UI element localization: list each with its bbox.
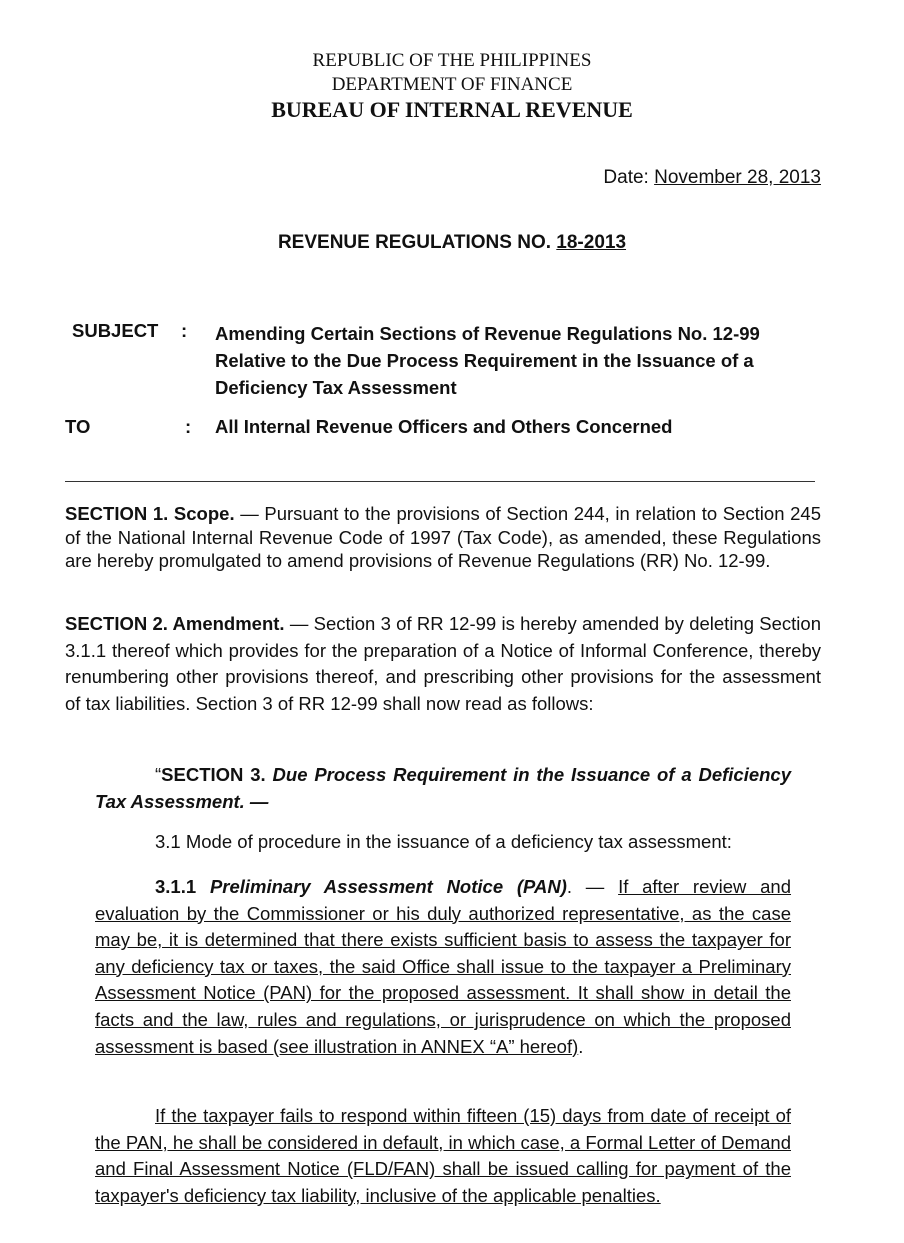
date-label: Date: [603,167,649,188]
header-department: DEPARTMENT OF FINANCE [331,74,573,95]
section1-heading: SECTION 1. Scope. [65,503,235,524]
regulation-number: 18-2013 [556,232,627,253]
pan-paragraph [95,874,791,1060]
divider-line [65,481,815,482]
subject-text: Amending Certain Sections of Revenue Regulations No. 12-99 Relative to the Due Process Requirement in the Issuance of a Deficiency Tax Assessment [215,323,760,398]
section3-heading-paragraph [95,761,791,815]
date-line [603,167,821,189]
pan-number: 3.1.1 [155,876,197,897]
section3-title: Due Process Requirement in the Issuance of a Deficiency Tax Assessment. — [95,764,792,812]
regulation-title [0,232,904,254]
to-label: TO [65,416,91,437]
pan-body: If after review and evaluation by the Commissioner or his duly authorized representative, as the case may be, it is determined that there exists sufficient basis to assess the taxpayer for any deficiency tax or taxes, the said Office shall issue to the taxpayer a Preliminary Assessment Notice (PAN) for the proposed assessment. It shall show in detail the facts and the law, rules and regulations, or jurisprudence on which the proposed assessment is based (see illustration in ANNEX “A” hereof) [95,876,792,1057]
pan-end: . [578,1035,584,1057]
section2-body: — Section 3 of RR 12-99 is hereby amended by deleting Section 3.1.1 thereof which provides for the preparation of a Notice of Informal Conference, thereby renumbering other provisions thereof, and prescribing other provisions for the assessment of tax liabilities. Section 3 of RR 12-99 shall now read as follows: [65,613,821,714]
section1-body: — Pursuant to the provisions of Section 244, in relation to Section 245 of the National Internal Revenue Code of 1997 (Tax Code), as amended, these Regulations are hereby promulgated to amend provisions of Revenue Regulations (RR) No. 12-99. [65,503,821,571]
regulation-title-prefix: REVENUE REGULATIONS NO. [277,232,552,253]
default-paragraph [95,1103,791,1209]
to-text: All Internal Revenue Officers and Others Concerned [215,416,673,437]
pan-title: Preliminary Assessment Notice (PAN) [209,876,567,897]
section3-open-quote: “ [155,764,162,785]
date-value: November 28, 2013 [654,167,821,188]
section1-paragraph [65,502,821,573]
to-colon: : [185,416,192,437]
section2-paragraph [65,611,821,717]
header-republic: REPUBLIC OF THE PHILIPPINES [312,50,592,71]
pan-title-end: . — [566,876,619,897]
mode-paragraph: 3.1 Mode of procedure in the issuance of a deficiency tax assessment: [155,831,732,852]
subject-label: SUBJECT [72,320,159,341]
header-bureau: BUREAU OF INTERNAL REVENUE [271,97,633,122]
default-body: If the taxpayer fails to respond within fifteen (15) days from date of receipt of the PAN, he shall be considered in default, in which case, a Formal Letter of Demand and Final Assessment Notice (FLD/FAN) shall be issued calling for payment of the taxpayer's deficiency tax liability, inclusive of the applicable penalties. [95,1105,791,1206]
subject-colon: : [181,320,188,341]
section3-heading: SECTION 3. [161,764,266,785]
section2-heading: SECTION 2. Amendment. [65,613,285,634]
